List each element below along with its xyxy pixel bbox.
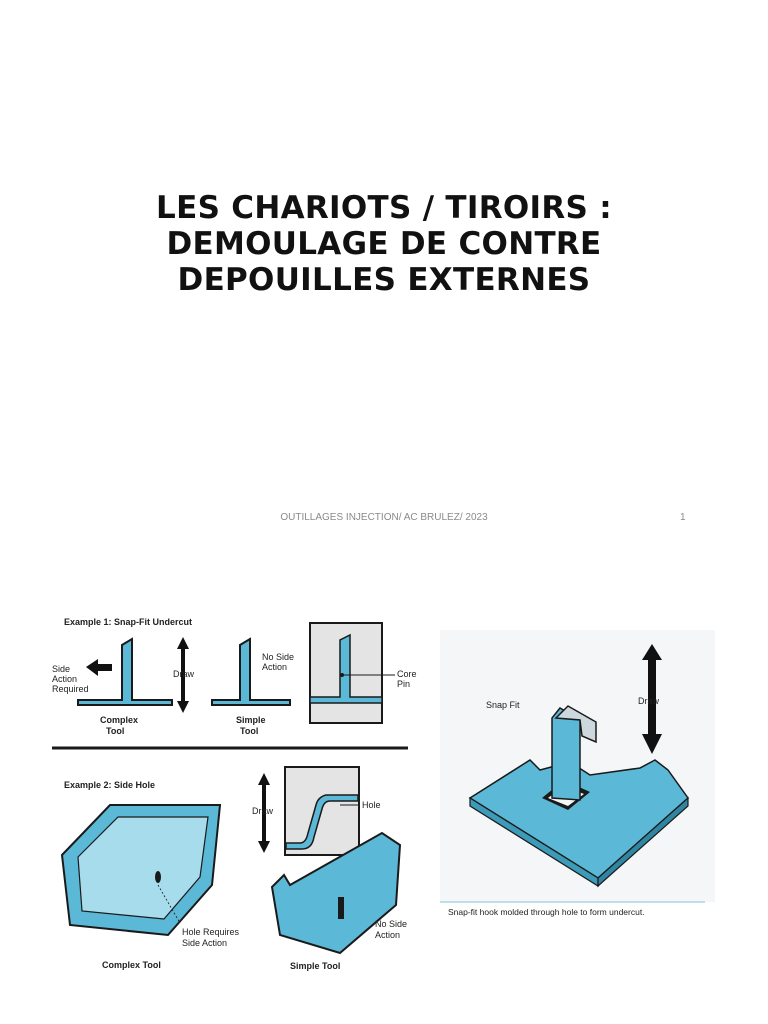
side-action-label-1: Side: [52, 664, 71, 674]
snap-fit-label: Snap Fit: [486, 700, 520, 710]
slot-icon: [338, 897, 344, 919]
side-action-arrow-icon: [86, 659, 112, 676]
example1-title: Example 1: Snap-Fit Undercut: [64, 617, 193, 627]
title-line-2: DEMOULAGE DE CONTRE: [166, 226, 602, 262]
no-side-action-label-1: No Side: [262, 652, 295, 662]
complex-tool-label-1: Complex: [100, 715, 139, 725]
no-side-action-2-label-2: Action: [375, 930, 401, 940]
title-line-1: LES CHARIOTS / TIROIRS :: [156, 190, 612, 226]
example2-title: Example 2: Side Hole: [64, 780, 156, 790]
hole-requires-label-2: Side Action: [182, 938, 228, 948]
no-side-action-2-label-1: No Side: [375, 919, 408, 929]
hole-label: Hole: [362, 800, 381, 810]
page-number: 1: [680, 512, 686, 523]
draw-label-1: Draw: [173, 669, 195, 679]
side-hole-icon: [155, 871, 161, 883]
draw-label-3: Draw: [638, 696, 660, 706]
slide-title: [0, 190, 768, 298]
undercut-examples-figure: [40, 605, 420, 980]
side-action-label-3: Required: [52, 684, 89, 694]
no-side-action-label-2: Action: [262, 662, 288, 672]
complex-snap-part: [78, 639, 172, 705]
side-action-label-2: Action: [52, 674, 78, 684]
hole-requires-label-1: Hole Requires: [182, 927, 240, 937]
simple-tool-2-label: Simple Tool: [290, 961, 341, 971]
snap-fit-figure: [440, 630, 715, 930]
draw-label-2: Draw: [252, 806, 274, 816]
core-pin-label-1: Core: [397, 669, 417, 679]
core-pin-label-2: Pin: [397, 679, 411, 689]
simple-tool-label-1: Simple: [236, 715, 266, 725]
snap-hook: [552, 708, 580, 800]
simple-snap-part: [212, 639, 290, 705]
snap-fit-caption: Snap-fit hook molded through hole to form undercut.: [448, 907, 645, 917]
title-line-3: DEPOUILLES EXTERNES: [177, 262, 591, 298]
slide-footer: OUTILLAGES INJECTION/ AC BRULEZ/ 2023: [280, 512, 488, 523]
complex-tool-2-label: Complex Tool: [102, 960, 161, 970]
simple-tool-label-2: Tool: [240, 726, 259, 736]
complex-tool-label-2: Tool: [106, 726, 125, 736]
core-pin-dot: [340, 673, 344, 677]
